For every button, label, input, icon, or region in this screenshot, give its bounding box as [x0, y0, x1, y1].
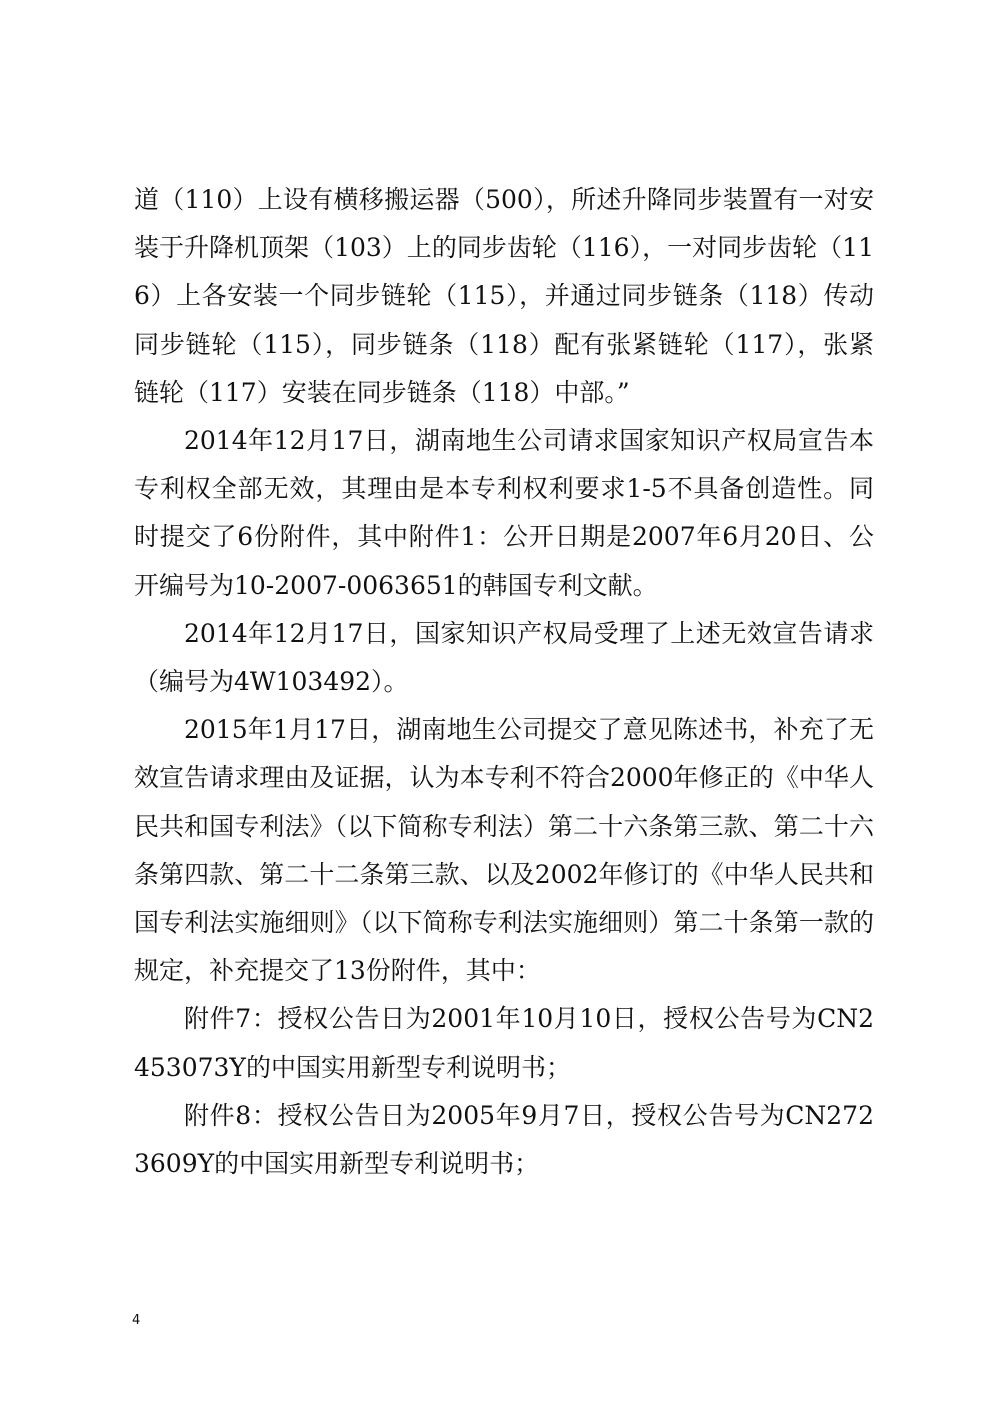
paragraph-supplementary-opinion: 2015年1月17日，湖南地生公司提交了意见陈述书，补充了无效宣告请求理由及证据，认为本专利不符合2000年修正的《中华人民共和国专利法》（以下简称专利法）第二十六条第三款、第二十六条第四款、第二十二条第三款、以及2002年修订的《中华人民共和国专利法实施细则》（以下简称专利法实施细则）第二十条第一款的规定，补充提交了13份附件，其中：: [134, 715, 874, 986]
paragraph-claim-continuation: 道（110）上设有横移搬运器（500），所述升降同步装置有一对安装于升降机顶架（103）上的同步齿轮（116），一对同步齿轮（116）上各安装一个同步链轮（115），并通过同步链条（118）传动同步链轮（115），同步链条（118）配有张紧链轮（117），张紧链轮（117）安装在同步链条（118）中部。”: [134, 185, 874, 407]
paragraph-request-accepted: 2014年12月17日，国家知识产权局受理了上述无效宣告请求（编号为4W103492）。: [134, 618, 874, 697]
paragraph-attachment-8: 附件8：授权公告日为2005年9月7日，授权公告号为CN2723609Y的中国实用新型专利说明书；: [134, 1100, 874, 1179]
page-number: 4: [132, 1313, 141, 1328]
paragraph-attachment-7: 附件7：授权公告日为2001年10月10日，授权公告号为CN2453073Y的中国实用新型专利说明书；: [134, 1004, 874, 1082]
document-body: [134, 176, 874, 1188]
paragraph-invalidation-request: 2014年12月17日，湖南地生公司请求国家知识产权局宣告本专利权全部无效，其理由是本专利权利要求1-5不具备创造性。同时提交了6份附件，其中附件1：公开日期是2007年6月20日、公开编号为10-2007-0063651的韩国专利文献。: [134, 426, 874, 600]
